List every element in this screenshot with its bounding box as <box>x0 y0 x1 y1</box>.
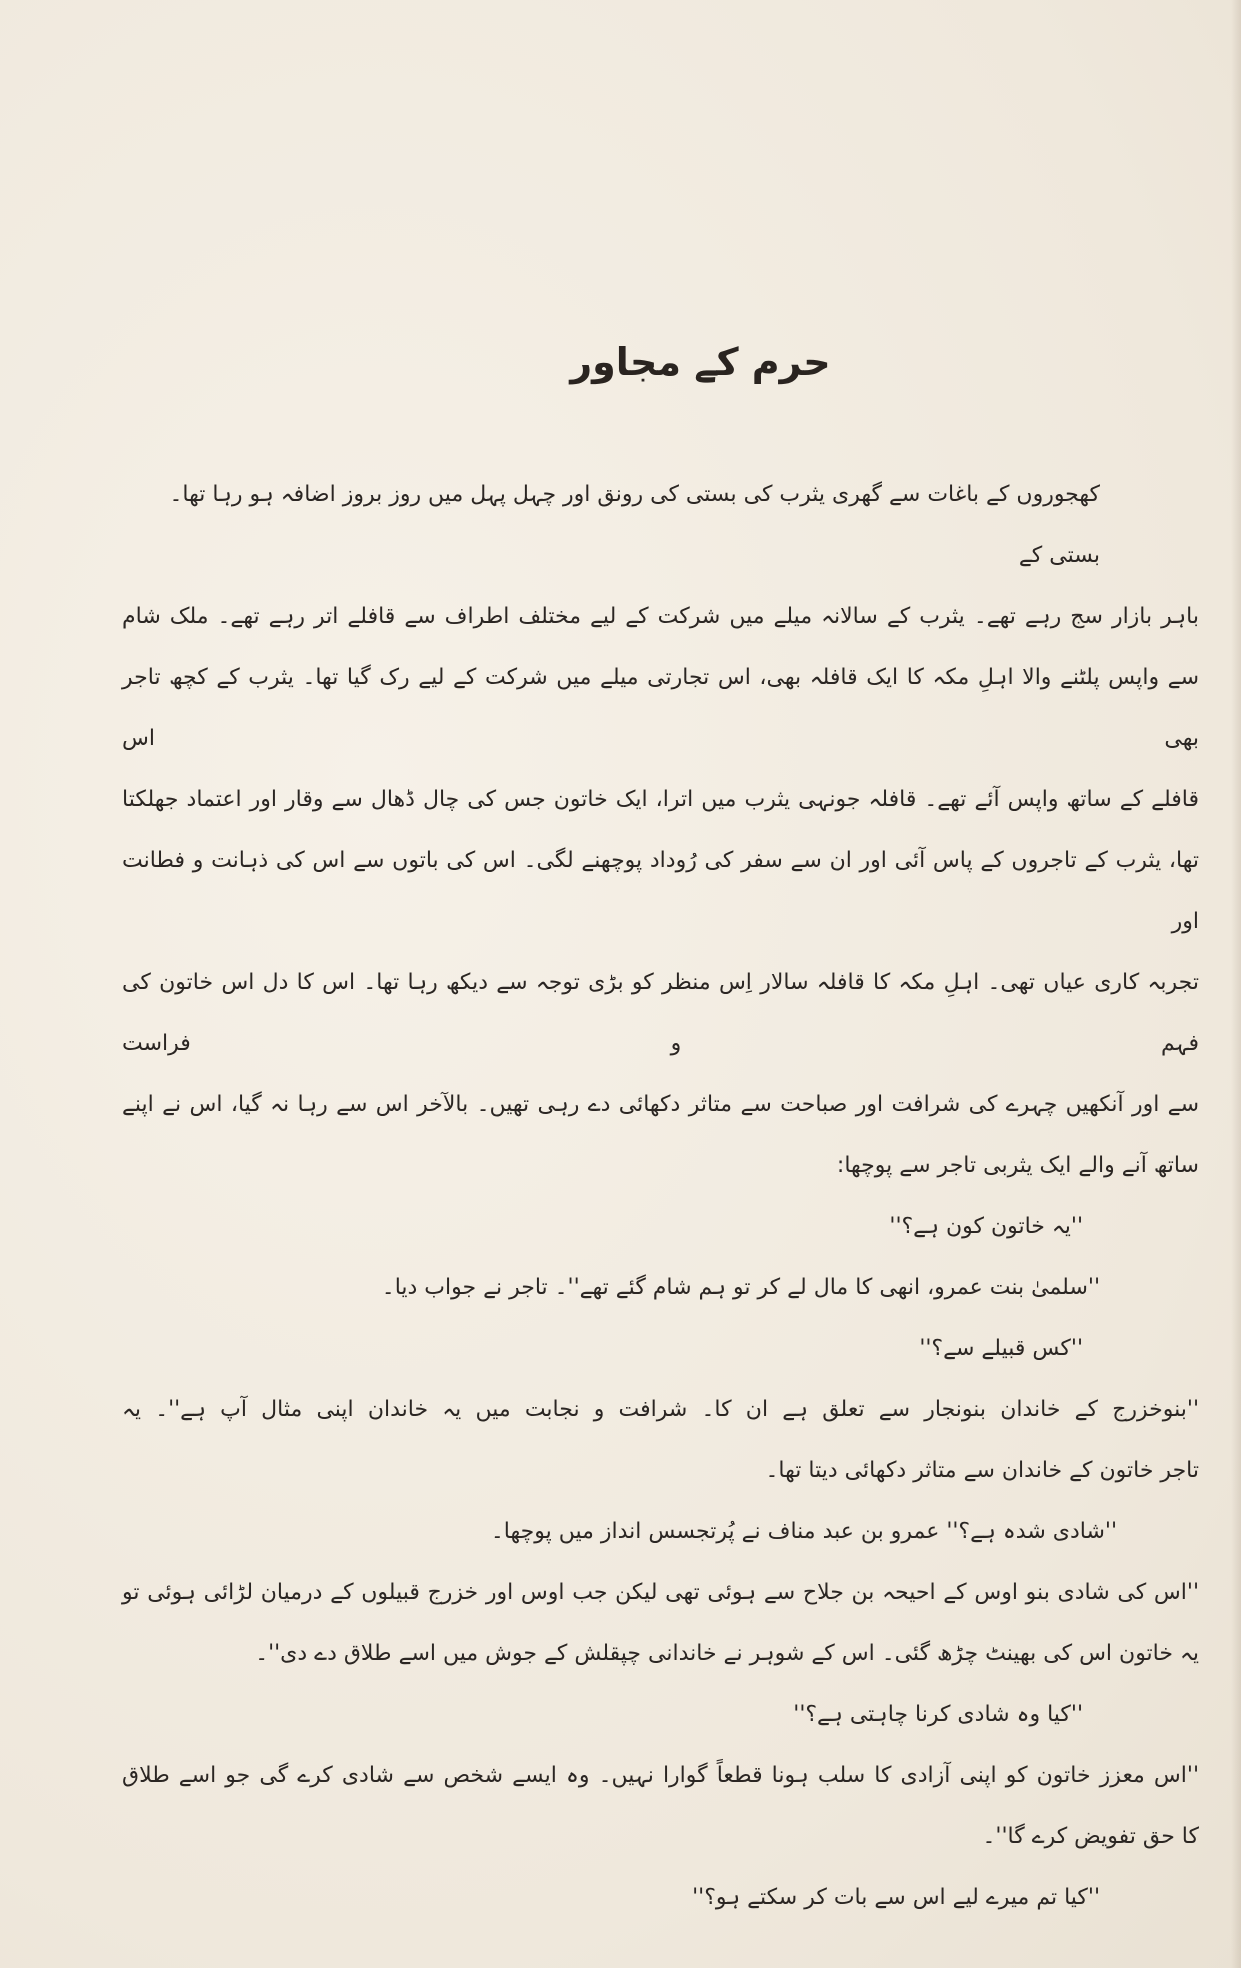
text-line: کھجوروں کے باغات سے گھری یثرب کی بستی کی رونق اور چہل پہل میں روز بروز اضافہ ہو رہا تھا۔ بستی کے <box>169 482 1100 568</box>
text-line: ''کیا تم میرے لیے اس سے بات کر سکتے ہو؟'' <box>692 1885 1100 1910</box>
text-line: تجربہ کاری عیاں تھی۔ اہلِ مکہ کا قافلہ سالار اِس منظر کو بڑی توجہ سے دیکھ رہا تھا۔ اس کا دل اس خاتون کی فہم و فراست <box>122 970 1199 1056</box>
text-line: سے اور آنکھیں چہرے کی شرافت اور صباحت سے متاثر دکھائی دے رہی تھیں۔ بالآخر اس سے رہا نہ گیا، اس نے اپنے <box>122 1092 1199 1117</box>
text-line: باہر بازار سج رہے تھے۔ یثرب کے سالانہ میلے میں شرکت کے لیے مختلف اطراف سے قافلے اتر رہے تھے۔ ملک شام <box>122 604 1199 629</box>
text-line: ''شادی شدہ ہے؟'' عمرو بن عبد مناف نے پُرتجسس انداز میں پوچھا۔ <box>490 1519 1117 1544</box>
text-line: تھا، یثرب کے تاجروں کے پاس آئی اور ان سے سفر کی رُوداد پوچھنے لگی۔ اس کی باتوں سے اس کی ذہانت و فطانت اور <box>122 848 1199 934</box>
text-line: کا حق تفویض کرے گا''۔ <box>982 1824 1199 1849</box>
page-edge-shadow <box>1231 0 1241 1968</box>
chapter-title: حرم کے مجاور <box>570 340 831 384</box>
text-line: تاجر خاتون کے خاندان سے متاثر دکھائی دیتا تھا۔ <box>765 1458 1199 1483</box>
text-line: ''کیا وہ شادی کرنا چاہتی ہے؟'' <box>793 1702 1083 1727</box>
text-line: ساتھ آنے والے ایک یثربی تاجر سے پوچھا: <box>836 1153 1199 1178</box>
text-line: ''کس قبیلے سے؟'' <box>919 1336 1083 1361</box>
text-line: سے واپس پلٹنے والا اہلِ مکہ کا ایک قافلہ بھی، اس تجارتی میلے میں شرکت کے لیے رک گیا تھا۔ یثرب کے کچھ تاجر بھی اس <box>122 665 1199 751</box>
text-line: ''بنوخزرج کے خاندان بنونجار سے تعلق ہے ان کا۔ شرافت و نجابت میں یہ خاندان اپنی مثال آپ ہے''۔ یہ <box>122 1397 1199 1422</box>
text-line: ''اس معزز خاتون کو اپنی آزادی کا سلب ہونا قطعاً گوارا نہیں۔ وہ ایسے شخص سے شادی کرے گی جو اسے طلاق <box>122 1763 1199 1788</box>
body-text <box>122 464 1199 1928</box>
text-line: یہ خاتون اس کی بھینٹ چڑھ گئی۔ اس کے شوہر نے خاندانی چپقلش کے جوش میں اسے طلاق دے دی''۔ <box>255 1641 1199 1666</box>
text-line: ''اس کی شادی بنو اوس کے احیحہ بن جلاح سے ہوئی تھی لیکن جب اوس اور خزرج قبیلوں کے درمیان لڑائی ہوئی تو <box>122 1580 1199 1605</box>
text-line: قافلے کے ساتھ واپس آئے تھے۔ قافلہ جونہی یثرب میں اترا، ایک خاتون جس کی چال ڈھال سے وقار اور اعتماد جھلکتا <box>122 787 1199 812</box>
text-line: ''یہ خاتون کون ہے؟'' <box>889 1214 1083 1239</box>
text-line: ''سلمیٰ بنت عمرو، انھی کا مال لے کر تو ہم شام گئے تھے''۔ تاجر نے جواب دیا۔ <box>381 1275 1100 1300</box>
